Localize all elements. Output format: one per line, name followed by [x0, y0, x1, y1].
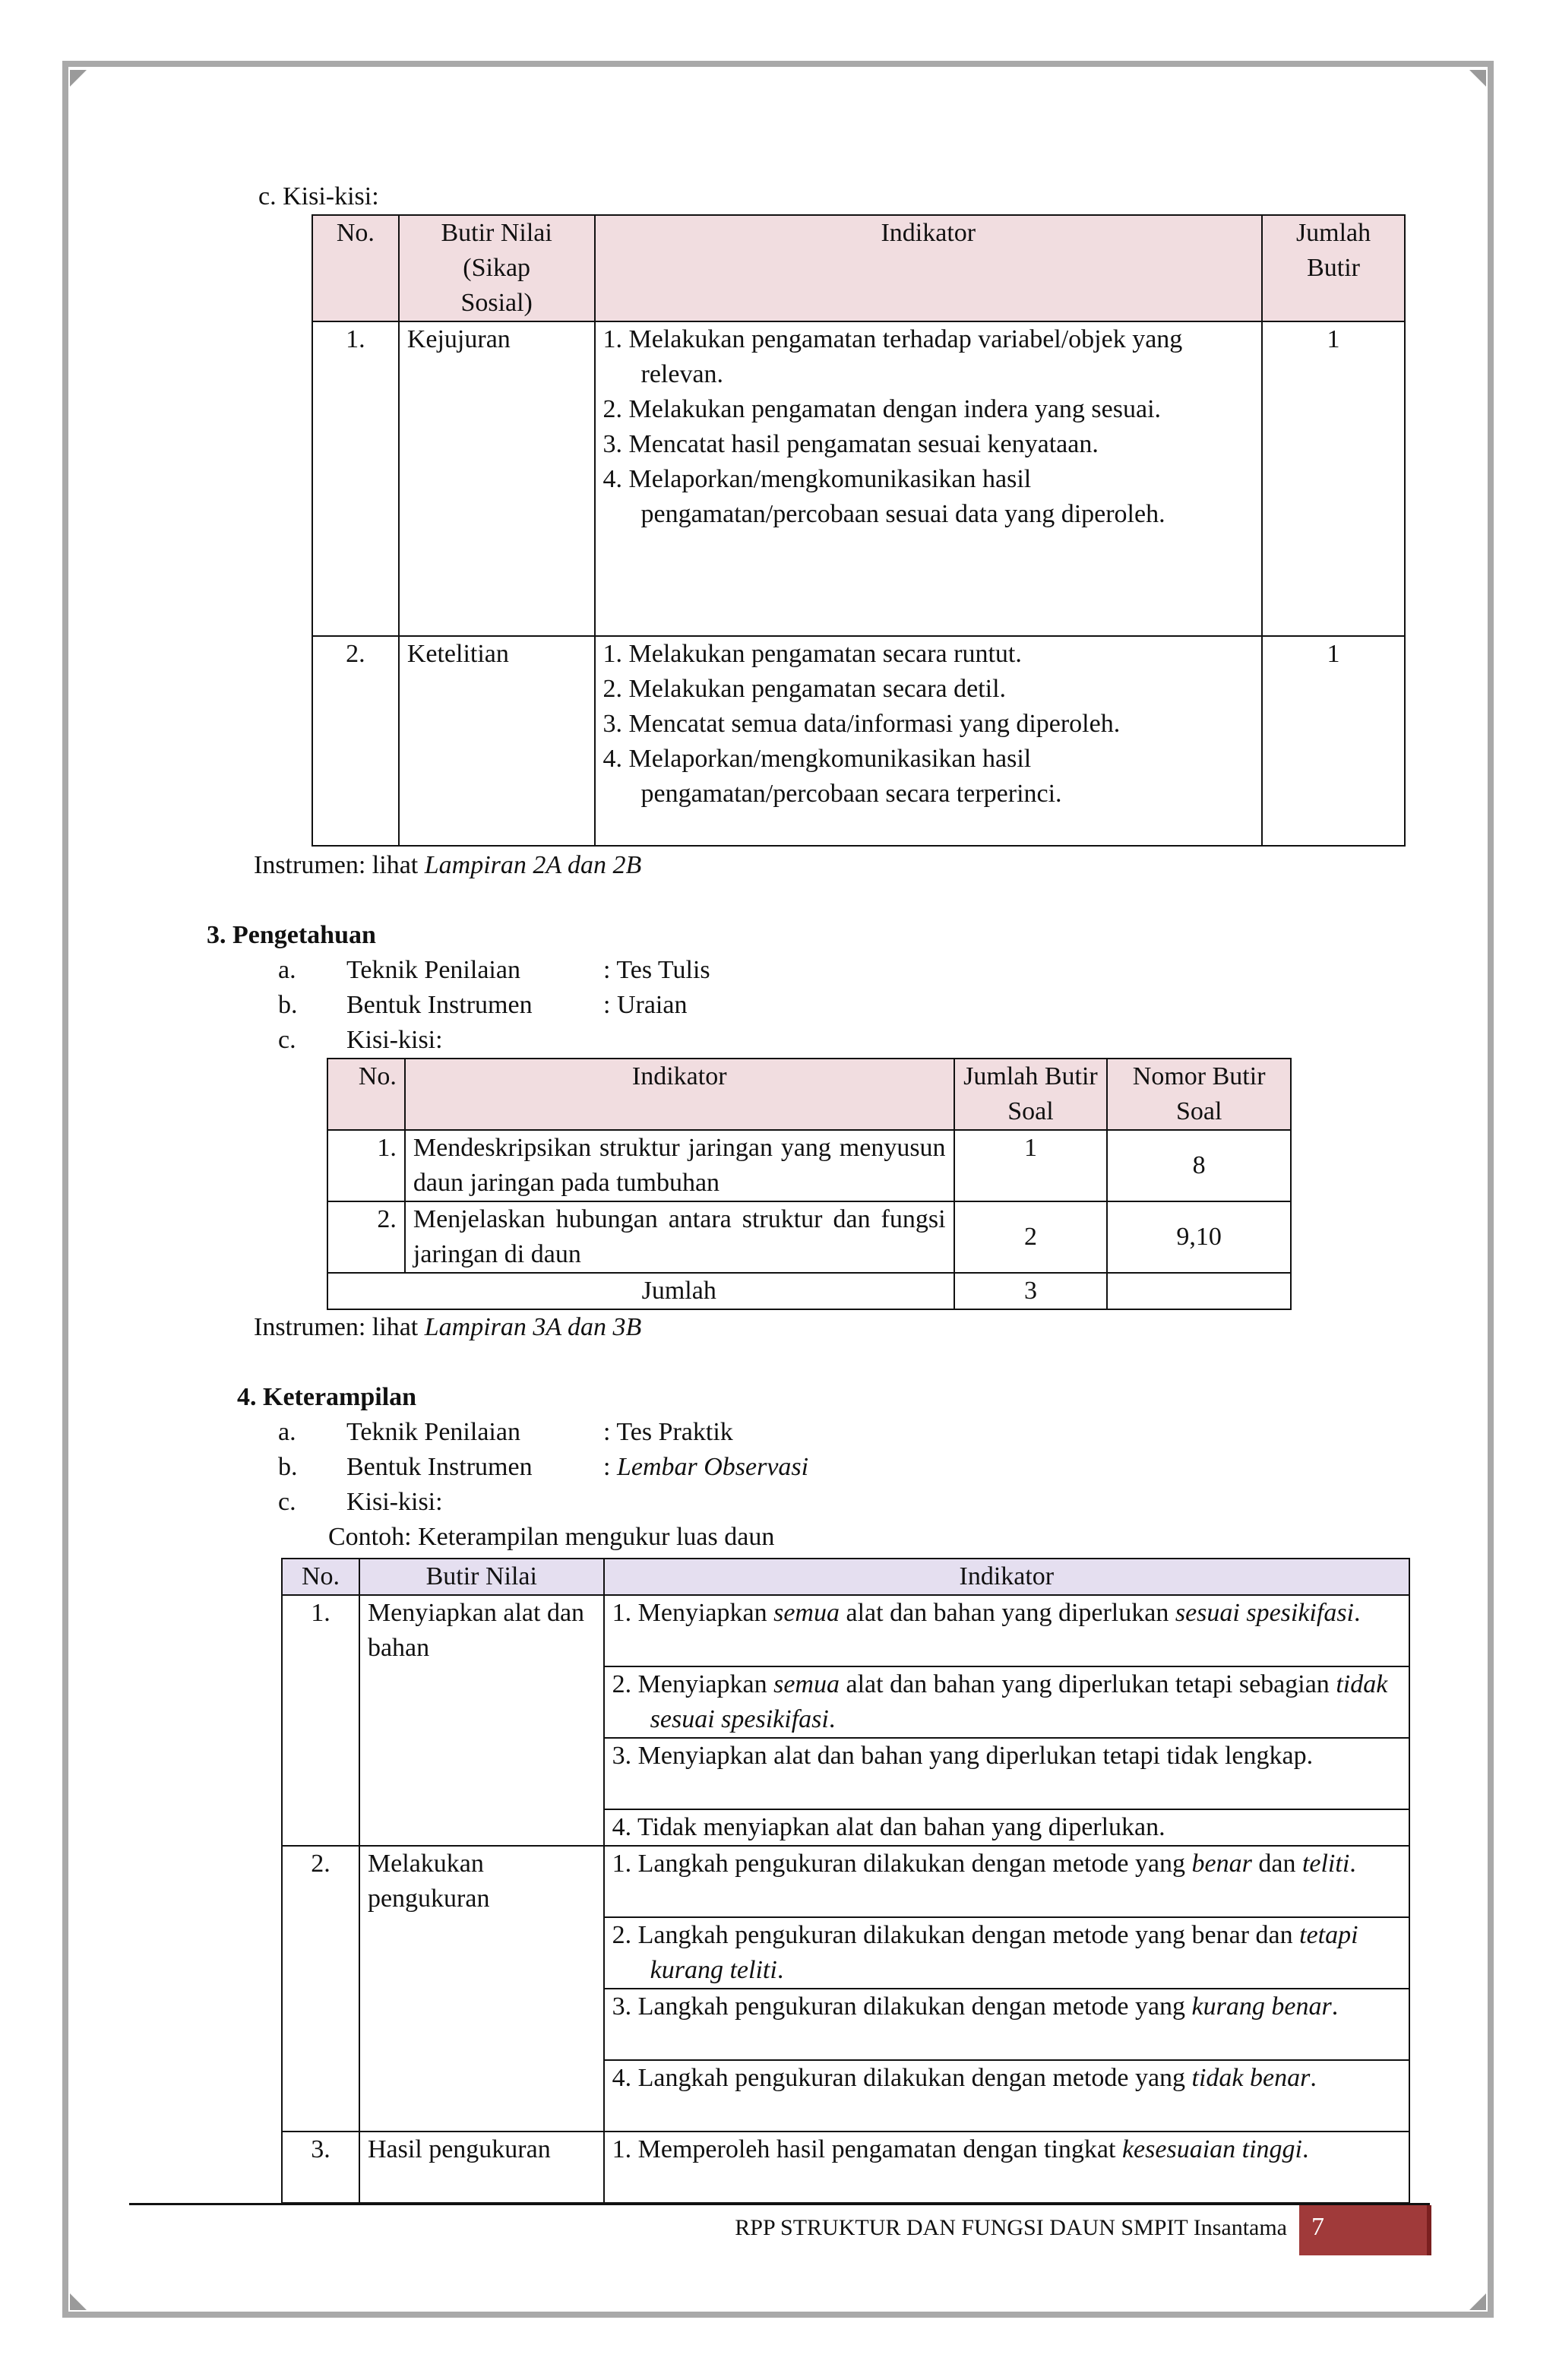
list-letter: b. [278, 991, 298, 1019]
instrumen-ref: Lampiran 3A dan 3B [424, 1313, 642, 1341]
indikator-item: 3. Menyiapkan alat dan bahan yang diperlukan tetapi tidak lengkap. [604, 1738, 1409, 1809]
list-letter: a. [278, 1418, 296, 1446]
header-no: No. [312, 215, 399, 321]
indikator-item: 3. Mencatat hasil pengamatan sesuai kenyataan. [602, 430, 1099, 458]
row-nomor: 8 [1107, 1130, 1291, 1201]
contoh-text: Contoh: Keterampilan mengukur luas daun [328, 1523, 775, 1551]
list-letter: c. [278, 1026, 296, 1054]
section-heading: 3. Pengetahuan [207, 921, 376, 949]
table-row [282, 1595, 1409, 1666]
page-number-box [1299, 2205, 1431, 2255]
sikap-table [312, 214, 1406, 847]
header-indikator: Indikator [604, 1559, 1409, 1595]
instrumen-label: Instrumen: lihat [254, 851, 419, 879]
indikator-item: 1. Memperoleh hasil pengamatan dengan tingkat kesesuaian tinggi. [604, 2132, 1409, 2203]
list-letter: c. [278, 1488, 296, 1516]
row-jumlah: 1 [954, 1130, 1108, 1201]
row-no: 2. [327, 1201, 405, 1273]
indikator-item: 2. Melakukan pengamatan secara detil. [602, 675, 1007, 703]
list-letter: a. [278, 956, 296, 984]
corner-ornament [1469, 2293, 1486, 2310]
row-indikator: Menjelaskan hubungan antara struktur dan fungsi jaringan di daun [405, 1201, 954, 1273]
row-jumlah: 1 [1262, 321, 1405, 636]
indikator-item: 2. Menyiapkan semua alat dan bahan yang diperlukan tetapi sebagian tidak sesuai spesikifasi. [604, 1666, 1409, 1738]
instrumen-line [254, 848, 641, 883]
table-row [282, 1846, 1409, 1917]
row-no: 2. [282, 1846, 359, 2132]
row-indikator [595, 321, 1263, 636]
row-butir: Kejujuran [399, 321, 595, 636]
row-nomor: 9,10 [1107, 1201, 1291, 1273]
header-butir-nilai: Butir Nilai (Sikap Sosial) [399, 215, 595, 321]
row-no: 3. [282, 2132, 359, 2203]
pengetahuan-table [327, 1058, 1292, 1310]
header-no: No. [327, 1059, 405, 1130]
indikator-item: 4. Tidak menyiapkan alat dan bahan yang diperlukan. [604, 1809, 1409, 1846]
row-no: 1. [327, 1130, 405, 1201]
row-butir: Melakukan pengukuran [359, 1846, 604, 2132]
field-label: Bentuk Instrumen [346, 1453, 533, 1481]
row-jumlah: 2 [954, 1201, 1108, 1273]
row-butir: Hasil pengukuran [359, 2132, 604, 2203]
header-indikator: Indikator [595, 215, 1263, 321]
total-label: Jumlah [405, 1273, 954, 1309]
table-row [282, 2132, 1409, 2203]
field-label: Bentuk Instrumen [346, 991, 533, 1019]
field-value: : Uraian [603, 991, 688, 1019]
keterampilan-table [281, 1558, 1410, 2204]
field-value: : Lembar Observasi [603, 1453, 809, 1481]
page-number: 7 [1311, 2213, 1324, 2241]
header-no: No. [282, 1559, 359, 1595]
indikator-item: 1. Melakukan pengamatan secara runtut. [602, 640, 1022, 668]
row-jumlah: 1 [1262, 636, 1405, 846]
field-label: Teknik Penilaian [346, 1418, 520, 1446]
row-indikator: Mendeskripsikan struktur jaringan yang menyusun daun jaringan pada tumbuhan [405, 1130, 954, 1201]
indikator-item: 2. Melakukan pengamatan dengan indera yang sesuai. [602, 395, 1162, 423]
header-jumlah-butir-soal: Jumlah Butir Soal [954, 1059, 1108, 1130]
row-butir: Menyiapkan alat dan bahan [359, 1595, 604, 1846]
instrumen-line [254, 1310, 641, 1345]
instrumen-ref: Lampiran 2A dan 2B [424, 851, 642, 879]
indikator-item: 4. Melaporkan/mengkomunikasikan hasil pengamatan/percobaan secara terperinci. [602, 745, 1062, 808]
indikator-item: 2. Langkah pengukuran dilakukan dengan metode yang benar dan tetapi kurang teliti. [604, 1917, 1409, 1989]
section-heading: 4. Keterampilan [237, 1383, 417, 1411]
kisi-label: c. Kisi-kisi: [258, 182, 379, 210]
corner-ornament [1469, 70, 1486, 87]
field-label: Teknik Penilaian [346, 956, 520, 984]
indikator-item: 4. Langkah pengukuran dilakukan dengan metode yang tidak benar. [604, 2060, 1409, 2132]
field-value: : Tes Praktik [603, 1418, 733, 1446]
total-value: 3 [954, 1273, 1108, 1309]
row-indikator [595, 636, 1263, 846]
instrumen-label: Instrumen: lihat [254, 1313, 419, 1341]
table-row [327, 1201, 1291, 1273]
corner-ornament [70, 2293, 87, 2310]
field-value: : Tes Tulis [603, 956, 710, 984]
footer-rule [129, 2203, 1430, 2205]
header-indikator: Indikator [405, 1059, 954, 1130]
indikator-item: 3. Mencatat semua data/informasi yang diperoleh. [602, 710, 1121, 738]
header-butir-nilai: Butir Nilai [359, 1559, 604, 1595]
total-row [327, 1273, 1291, 1309]
indikator-item: 1. Langkah pengukuran dilakukan dengan metode yang benar dan teliti. [604, 1846, 1409, 1917]
indikator-item: 3. Langkah pengukuran dilakukan dengan metode yang kurang benar. [604, 1989, 1409, 2060]
table-row [327, 1130, 1291, 1201]
row-no: 1. [312, 321, 399, 636]
field-label: Kisi-kisi: [346, 1026, 443, 1054]
header-jumlah-butir: Jumlah Butir [1262, 215, 1405, 321]
footer-title: RPP STRUKTUR DAN FUNGSI DAUN SMPIT Insantama [735, 2215, 1287, 2240]
field-label: Kisi-kisi: [346, 1488, 443, 1516]
table-row [312, 636, 1405, 846]
list-letter: b. [278, 1453, 298, 1481]
corner-ornament [70, 70, 87, 87]
row-no: 1. [282, 1595, 359, 1846]
row-butir: Ketelitian [399, 636, 595, 846]
indikator-item: 1. Menyiapkan semua alat dan bahan yang diperlukan sesuai spesikifasi. [604, 1595, 1409, 1666]
indikator-item: 4. Melaporkan/mengkomunikasikan hasil pengamatan/percobaan sesuai data yang diperoleh. [602, 465, 1165, 528]
table-row [312, 321, 1405, 636]
header-nomor-butir-soal: Nomor Butir Soal [1107, 1059, 1291, 1130]
indikator-item: 1. Melakukan pengamatan terhadap variabel/objek yang relevan. [602, 325, 1183, 388]
row-no: 2. [312, 636, 399, 846]
